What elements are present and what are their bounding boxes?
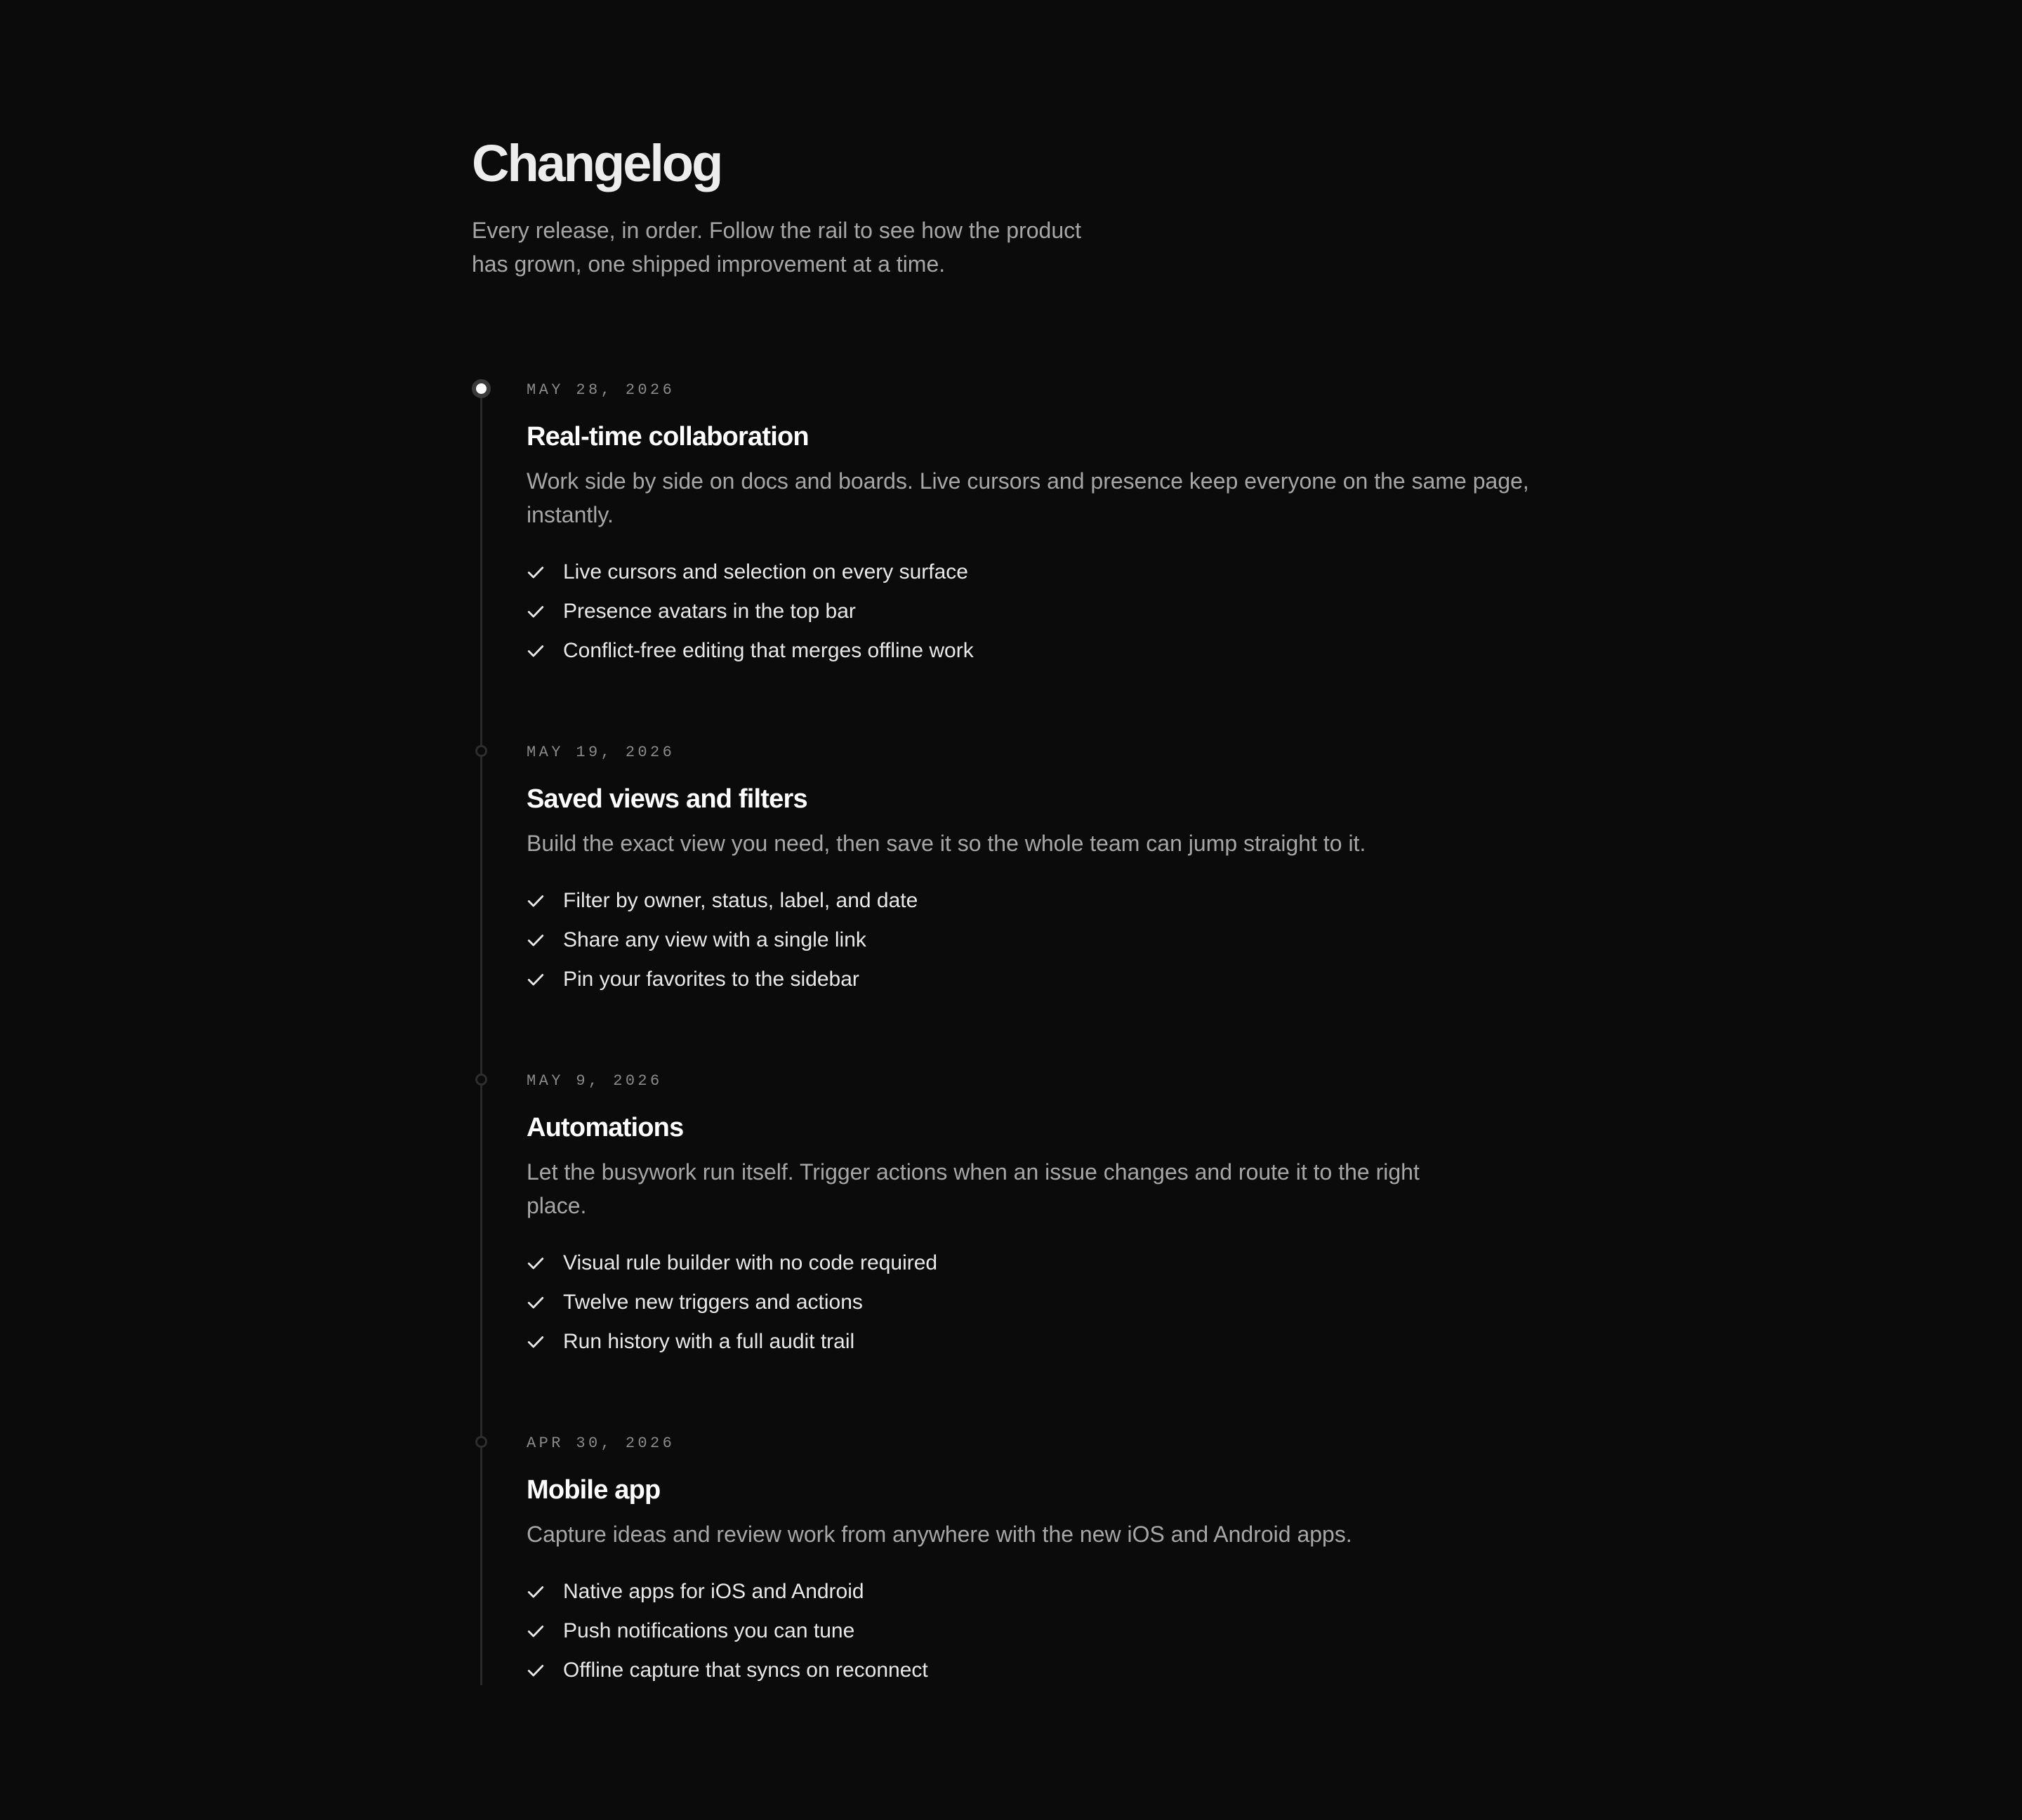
feature-text: Share any view with a single link	[563, 928, 866, 951]
feature-text: Native apps for iOS and Android	[563, 1580, 864, 1603]
release-date: MAY 9, 2026	[527, 1072, 663, 1090]
check-icon	[527, 602, 545, 621]
check-icon	[527, 1254, 545, 1272]
release-feature-list	[527, 1572, 1509, 1690]
check-icon	[527, 931, 545, 949]
feature-item	[527, 1611, 1509, 1651]
check-icon	[527, 563, 545, 581]
release-title: Mobile app	[527, 1475, 661, 1505]
check-icon	[527, 1583, 545, 1601]
feature-item	[527, 960, 1509, 999]
timeline-node	[475, 1074, 487, 1086]
check-icon	[527, 970, 545, 989]
release-description: Build the exact view you need, then save it so the whole team can jump straight to it.	[527, 831, 1366, 856]
release-description: Capture ideas and review work from anywhere with the new iOS and Android apps.	[527, 1522, 1352, 1547]
feature-text: Live cursors and selection on every surface	[563, 560, 968, 583]
check-icon	[527, 1333, 545, 1351]
feature-text: Visual rule builder with no code required	[563, 1251, 938, 1274]
feature-item	[527, 631, 1509, 671]
release-feature-list	[527, 881, 1509, 999]
release-feature-list	[527, 553, 1509, 671]
feature-item	[527, 1244, 1509, 1283]
release-description: Let the busywork run itself. Trigger actions when an issue changes and route it to the right place.	[527, 1159, 1420, 1218]
release-title: Real-time collaboration	[527, 422, 809, 451]
feature-text: Presence avatars in the top bar	[563, 600, 856, 623]
release-timeline	[472, 0, 1567, 1820]
release-date: MAY 19, 2026	[527, 744, 675, 761]
check-icon	[527, 642, 545, 660]
release-date: MAY 28, 2026	[527, 381, 675, 399]
timeline-node	[475, 745, 487, 757]
feature-item	[527, 1322, 1509, 1361]
timeline-node-current	[472, 379, 491, 398]
feature-text: Run history with a full audit trail	[563, 1330, 855, 1353]
feature-text: Pin your favorites to the sidebar	[563, 968, 859, 991]
check-icon	[527, 892, 545, 910]
feature-item	[527, 921, 1509, 960]
page-title: Changelog	[472, 134, 722, 192]
release-title: Automations	[527, 1113, 684, 1142]
check-icon	[527, 1622, 545, 1640]
feature-item	[527, 1651, 1509, 1690]
feature-item	[527, 592, 1509, 631]
page-intro: Every release, in order. Follow the rail to see how the product has grown, one shipped improvement at a time.	[472, 218, 1081, 277]
feature-text: Conflict-free editing that merges offline work	[563, 639, 974, 662]
feature-text: Filter by owner, status, label, and date	[563, 889, 918, 912]
release-description: Work side by side on docs and boards. Live cursors and presence keep everyone on the same page, instantly.	[527, 468, 1529, 527]
feature-item	[527, 553, 1509, 592]
timeline-node	[475, 1436, 487, 1448]
feature-text: Offline capture that syncs on reconnect	[563, 1659, 928, 1682]
check-icon	[527, 1661, 545, 1680]
release-date: APR 30, 2026	[527, 1435, 675, 1452]
feature-text: Push notifications you can tune	[563, 1619, 855, 1642]
feature-text: Twelve new triggers and actions	[563, 1291, 863, 1314]
feature-item	[527, 1283, 1509, 1322]
feature-item	[527, 881, 1509, 921]
release-feature-list	[527, 1244, 1509, 1361]
check-icon	[527, 1293, 545, 1312]
timeline-rail	[480, 388, 482, 1685]
release-title: Saved views and filters	[527, 784, 807, 814]
feature-item	[527, 1572, 1509, 1611]
